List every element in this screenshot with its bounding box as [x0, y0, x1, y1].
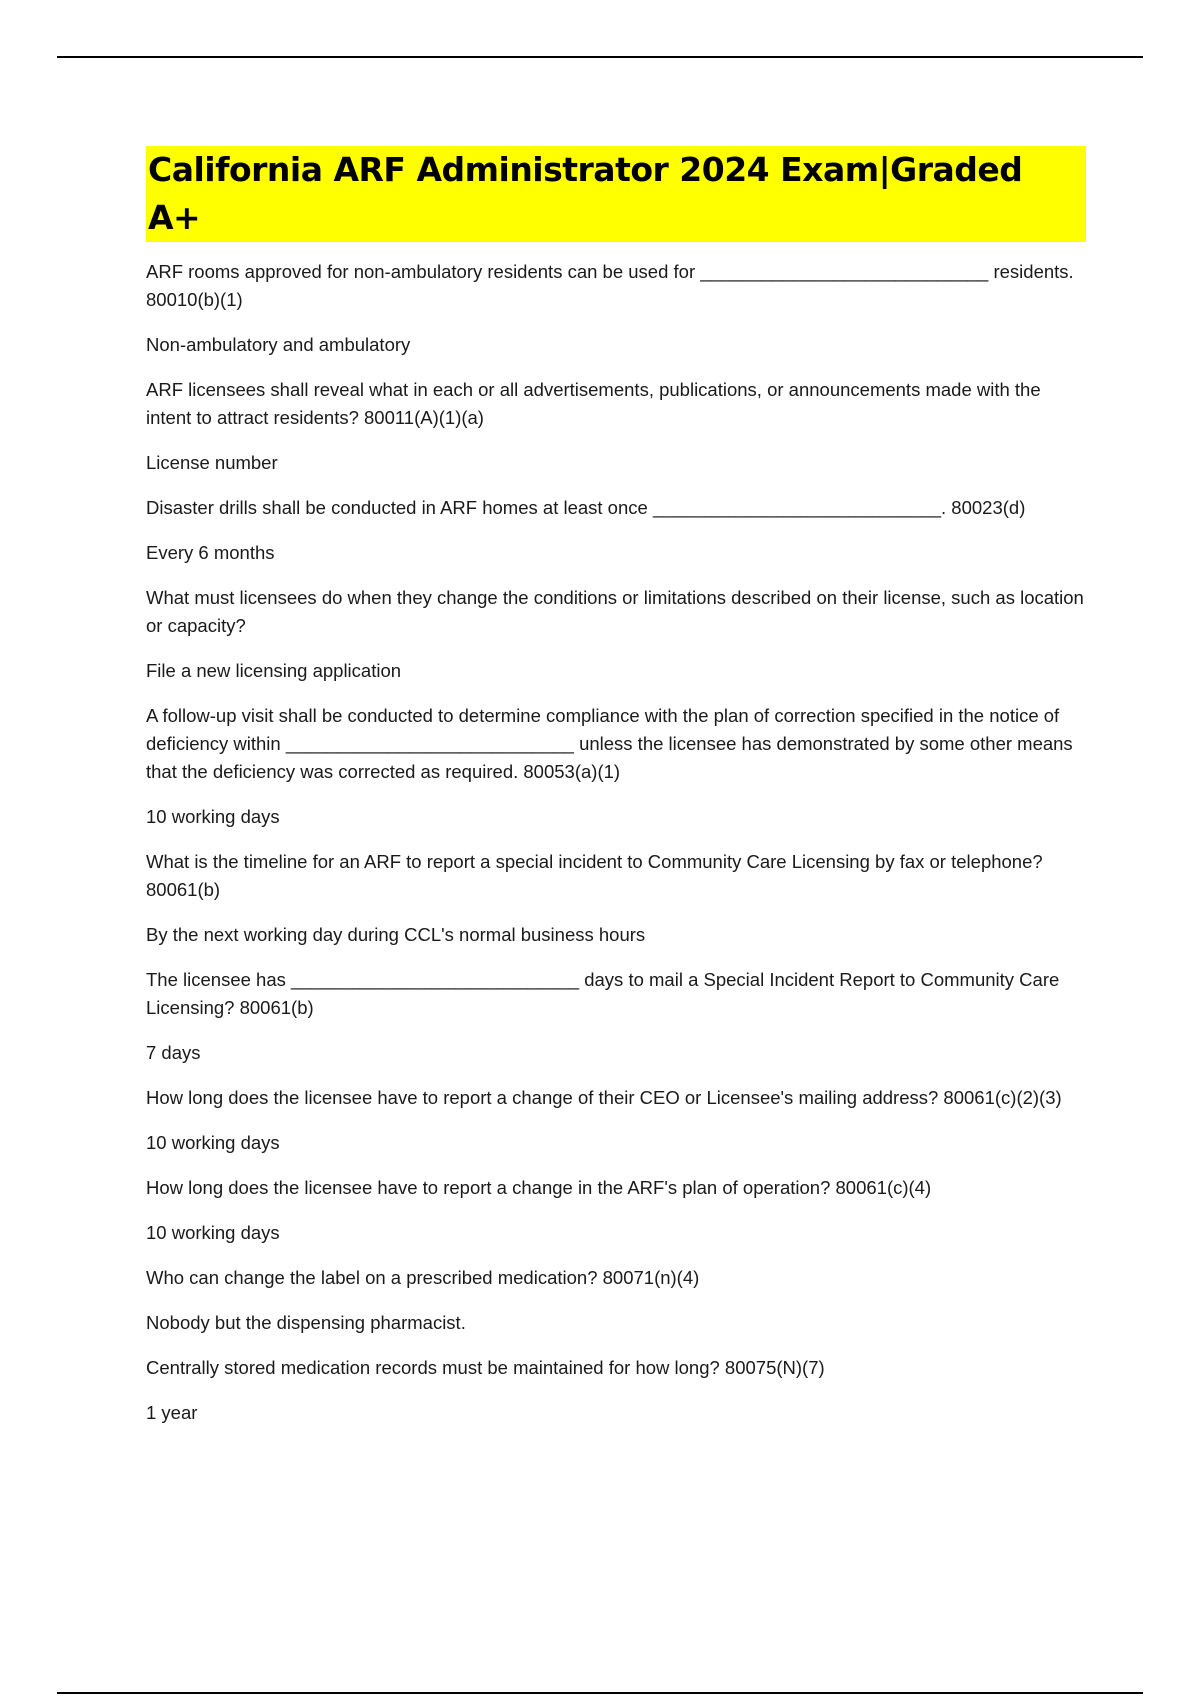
question-text: How long does the licensee have to report a change in the ARF's plan of operation? 80061(c)(4) — [146, 1177, 932, 1198]
top-divider — [57, 56, 1143, 58]
answer-text: 10 working days — [146, 806, 280, 827]
document-body — [146, 146, 1089, 1444]
question-text: Who can change the label on a prescribed medication? 80071(n)(4) — [146, 1267, 700, 1288]
question-text: What must licensees do when they change the conditions or limitations described on their license, such as location or capacity? — [146, 587, 1089, 636]
answer-text: Non-ambulatory and ambulatory — [146, 334, 411, 355]
answer-text: 10 working days — [146, 1222, 280, 1243]
question-text: How long does the licensee have to report a change of their CEO or Licensee's mailing address? 80061(c)(2)(3) — [146, 1087, 1062, 1108]
answer-text: File a new licensing application — [146, 660, 402, 681]
question-text: ARF rooms approved for non-ambulatory residents can be used for ____________________________ residents. 80010(b)(1) — [146, 261, 1079, 310]
answer-text: Every 6 months — [146, 542, 275, 563]
answer-text: Nobody but the dispensing pharmacist. — [146, 1312, 466, 1333]
answer-text: By the next working day during CCL's normal business hours — [146, 924, 646, 945]
question-text: The licensee has ____________________________ days to mail a Special Incident Report to Community Care Licensing? 80061(b) — [146, 969, 1065, 1018]
answer-text: 1 year — [146, 1402, 198, 1423]
question-text: A follow-up visit shall be conducted to determine compliance with the plan of correction specified in the notice of deficiency within ____________________________ unless the licensee has demonstrated by some other means that the deficiency was corrected as required. 80053(a)(1) — [146, 705, 1078, 782]
answer-text: License number — [146, 452, 278, 473]
qa-list — [146, 258, 1089, 1427]
question-text: Disaster drills shall be conducted in ARF homes at least once ____________________________. 80023(d) — [146, 497, 1026, 518]
answer-text: 7 days — [146, 1042, 201, 1063]
answer-text: 10 working days — [146, 1132, 280, 1153]
question-text: Centrally stored medication records must be maintained for how long? 80075(N)(7) — [146, 1357, 825, 1378]
document-title: California ARF Administrator 2024 Exam|Graded A+ — [146, 146, 1086, 242]
question-text: What is the timeline for an ARF to report a special incident to Community Care Licensing by fax or telephone? 80061(b) — [146, 851, 1048, 900]
question-text: ARF licensees shall reveal what in each or all advertisements, publications, or announcements made with the intent to attract residents? 80011(A)(1)(a) — [146, 379, 1046, 428]
bottom-divider — [57, 1692, 1143, 1694]
